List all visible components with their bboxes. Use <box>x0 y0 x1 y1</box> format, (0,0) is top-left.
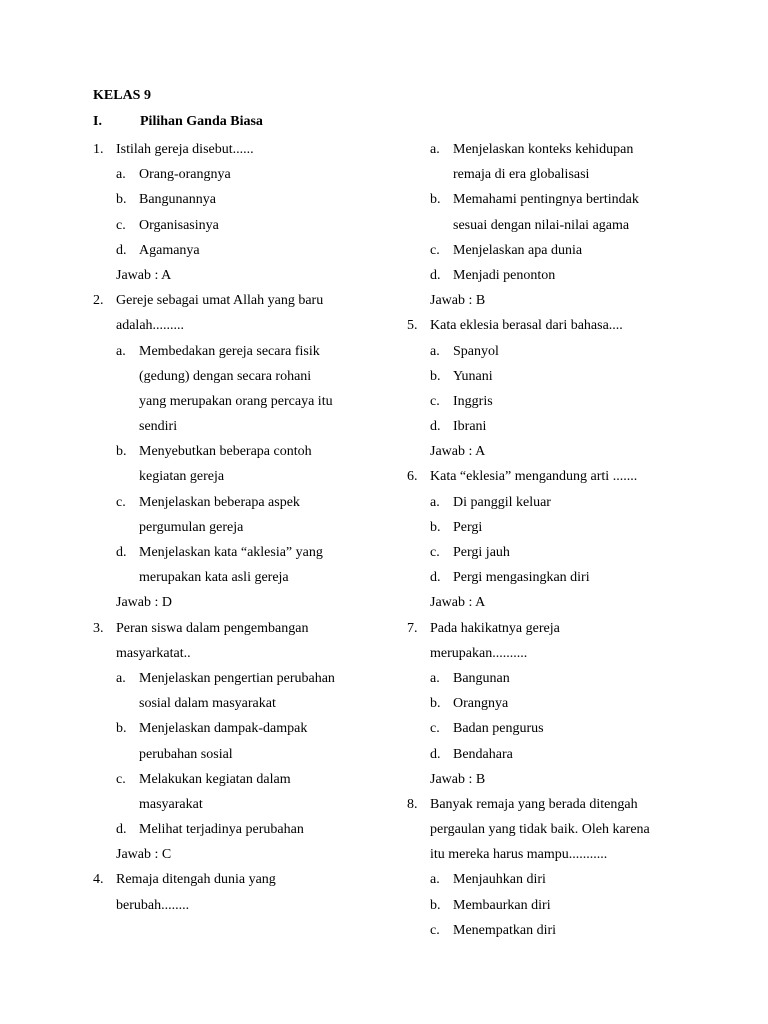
option-letter: d. <box>430 746 441 762</box>
option-text: Melakukan kegiatan dalam <box>139 771 291 787</box>
section-title: Pilihan Ganda Biasa <box>140 114 263 129</box>
question-text: Pada hakikatnya gereja <box>430 620 560 636</box>
answer-line <box>407 590 697 615</box>
option-line <box>407 339 697 364</box>
option-text: Menjelaskan pengertian perubahan <box>139 670 335 686</box>
answer-line <box>93 263 383 288</box>
option-letter: c. <box>430 393 440 409</box>
answer-key: Jawab : B <box>430 293 486 309</box>
option-text: sendiri <box>139 419 178 435</box>
option-line <box>93 490 383 515</box>
option-text: sosial dalam masyarakat <box>139 696 276 712</box>
option-letter: c. <box>430 242 440 258</box>
option-line <box>407 918 697 943</box>
option-letter: a. <box>116 167 126 183</box>
option-line <box>93 767 383 792</box>
option-letter: a. <box>430 343 440 359</box>
option-text: Orangnya <box>453 696 509 712</box>
option-line <box>93 817 383 842</box>
question-line <box>407 792 697 817</box>
option-text: Agamanya <box>139 242 200 258</box>
question-line <box>407 464 697 489</box>
option-letter: a. <box>116 343 126 359</box>
option-continuation <box>93 691 383 716</box>
option-text: Ibrani <box>453 419 487 435</box>
section-number: I. <box>93 114 102 129</box>
question-number: 2. <box>93 293 104 309</box>
option-text: merupakan kata asli gereja <box>139 570 289 586</box>
option-text: Menyebutkan beberapa contoh <box>139 444 312 460</box>
option-line <box>407 389 697 414</box>
option-line <box>407 742 697 767</box>
option-text: remaja di era globalisasi <box>453 167 590 183</box>
option-letter: d. <box>430 419 441 435</box>
option-text: Menjelaskan dampak-dampak <box>139 721 308 737</box>
option-line <box>93 238 383 263</box>
question-text: Kata “eklesia” mengandung arti ....... <box>430 469 638 485</box>
question-text: Banyak remaja yang berada ditengah <box>430 796 638 812</box>
option-continuation <box>93 515 383 540</box>
question-continuation <box>407 641 697 666</box>
option-line <box>407 565 697 590</box>
option-text: sesuai dengan nilai-nilai agama <box>453 217 630 233</box>
option-text: Menjelaskan kata “aklesia” yang <box>139 545 323 560</box>
option-line <box>93 666 383 691</box>
option-continuation <box>407 213 697 238</box>
option-line <box>93 439 383 464</box>
option-line <box>93 716 383 741</box>
option-text: Bangunannya <box>139 192 216 208</box>
option-line <box>407 867 697 892</box>
option-letter: b. <box>116 444 127 460</box>
option-text: Menjadi penonton <box>453 267 556 283</box>
option-line <box>407 137 697 162</box>
answer-line <box>407 767 697 792</box>
option-letter: d. <box>116 822 127 838</box>
option-text: perubahan sosial <box>139 746 233 762</box>
question-number: 5. <box>407 318 418 334</box>
question-text: Kata eklesia berasal dari bahasa.... <box>430 318 623 334</box>
question-text: Istilah gereja disebut...... <box>116 142 254 157</box>
question-line <box>407 616 697 641</box>
option-line <box>407 716 697 741</box>
option-letter: b. <box>430 696 441 712</box>
option-letter: c. <box>430 721 440 737</box>
document-title: KELAS 9 <box>93 88 151 103</box>
option-letter: b. <box>116 192 127 208</box>
answer-line <box>407 288 697 313</box>
option-text: (gedung) dengan secara rohani <box>139 368 312 384</box>
option-line <box>407 893 697 918</box>
option-line <box>407 515 697 540</box>
option-text: Pergi jauh <box>453 545 510 560</box>
question-text: Remaja ditengah dunia yang <box>116 872 276 888</box>
question-text: masyarkatat.. <box>116 645 191 661</box>
option-text: Badan pengurus <box>453 721 544 737</box>
option-letter: b. <box>116 721 127 737</box>
option-letter: b. <box>430 192 441 208</box>
option-letter: a. <box>430 872 440 888</box>
option-letter: d. <box>430 267 441 283</box>
question-text: itu mereka harus mampu........... <box>430 847 608 863</box>
option-text: Melihat terjadinya perubahan <box>139 822 304 838</box>
question-line <box>93 137 383 162</box>
option-text: Menjelaskan beberapa aspek <box>139 494 300 510</box>
option-continuation <box>93 565 383 590</box>
option-text: Pergi <box>453 519 483 535</box>
option-text: Spanyol <box>453 343 499 359</box>
answer-key: Jawab : A <box>430 444 486 460</box>
option-line <box>407 540 697 565</box>
question-continuation <box>407 817 697 842</box>
option-line <box>407 666 697 691</box>
answer-line <box>407 439 697 464</box>
question-number: 6. <box>407 469 418 485</box>
question-text: merupakan.......... <box>430 645 528 661</box>
question-text: Gereje sebagai umat Allah yang baru <box>116 293 324 309</box>
option-line <box>407 691 697 716</box>
option-line <box>93 339 383 364</box>
question-line <box>93 616 383 641</box>
option-continuation <box>93 389 383 414</box>
question-continuation <box>93 313 383 338</box>
option-line <box>407 490 697 515</box>
option-letter: d. <box>116 545 127 560</box>
option-text: Orang-orangnya <box>139 167 231 183</box>
option-letter: a. <box>430 670 440 686</box>
option-text: Menjelaskan apa dunia <box>453 242 583 258</box>
option-text: masyarakat <box>139 796 203 812</box>
option-letter: a. <box>430 494 440 510</box>
option-text: Di panggil keluar <box>453 494 551 510</box>
option-text: Memahami pentingnya bertindak <box>453 192 639 208</box>
option-letter: c. <box>430 545 440 560</box>
question-text: pergaulan yang tidak baik. Oleh karena <box>430 822 650 838</box>
left-column <box>93 137 383 918</box>
option-line <box>407 263 697 288</box>
answer-key: Jawab : A <box>116 267 172 283</box>
question-number: 8. <box>407 796 418 812</box>
question-number: 4. <box>93 872 104 888</box>
option-continuation <box>93 364 383 389</box>
question-continuation <box>407 842 697 867</box>
option-text: Bendahara <box>453 746 513 762</box>
option-continuation <box>93 464 383 489</box>
option-text: yang merupakan orang percaya itu <box>139 393 333 409</box>
answer-key: Jawab : B <box>430 771 486 787</box>
option-letter: a. <box>116 670 126 686</box>
right-column <box>407 137 697 943</box>
option-continuation <box>93 414 383 439</box>
question-line <box>93 288 383 313</box>
option-continuation <box>93 742 383 767</box>
answer-line <box>93 842 383 867</box>
section-header <box>93 112 263 132</box>
answer-line <box>93 590 383 615</box>
option-letter: c. <box>116 217 126 233</box>
option-line <box>407 364 697 389</box>
option-text: Organisasinya <box>139 217 219 233</box>
option-line <box>407 414 697 439</box>
option-letter: b. <box>430 368 441 384</box>
document-heading <box>93 86 263 132</box>
option-letter: b. <box>430 519 441 535</box>
option-line <box>93 162 383 187</box>
option-continuation <box>407 162 697 187</box>
question-continuation <box>93 641 383 666</box>
option-text: Menjauhkan diri <box>453 872 546 888</box>
option-letter: b. <box>430 897 441 913</box>
option-text: Bangunan <box>453 670 510 686</box>
option-text: pergumulan gereja <box>139 519 244 535</box>
option-text: Membedakan gereja secara fisik <box>139 343 320 359</box>
question-continuation <box>93 893 383 918</box>
option-letter: c. <box>116 494 126 510</box>
option-text: Membaurkan diri <box>453 897 551 913</box>
option-text: Menempatkan diri <box>453 922 557 938</box>
answer-key: Jawab : D <box>116 595 172 611</box>
option-letter: c. <box>116 771 126 787</box>
option-letter: d. <box>116 242 127 258</box>
option-line <box>407 187 697 212</box>
option-letter: d. <box>430 570 441 586</box>
option-text: Inggris <box>453 393 493 409</box>
answer-key: Jawab : C <box>116 847 172 863</box>
question-text: adalah......... <box>116 318 185 334</box>
option-line <box>407 238 697 263</box>
option-text: Pergi mengasingkan diri <box>453 570 590 586</box>
question-number: 3. <box>93 620 104 636</box>
option-text: Yunani <box>453 368 493 384</box>
question-text: Peran siswa dalam pengembangan <box>116 620 309 636</box>
question-line <box>93 867 383 892</box>
option-line <box>93 213 383 238</box>
option-continuation <box>93 792 383 817</box>
answer-key: Jawab : A <box>430 595 486 611</box>
question-text: berubah........ <box>116 897 190 913</box>
option-text: kegiatan gereja <box>139 469 225 485</box>
option-line <box>93 540 383 565</box>
option-text: Menjelaskan konteks kehidupan <box>453 142 634 157</box>
option-letter: c. <box>430 922 440 938</box>
question-line <box>407 313 697 338</box>
option-line <box>93 187 383 212</box>
question-number: 1. <box>93 142 104 157</box>
option-letter: a. <box>430 142 440 157</box>
question-number: 7. <box>407 620 418 636</box>
